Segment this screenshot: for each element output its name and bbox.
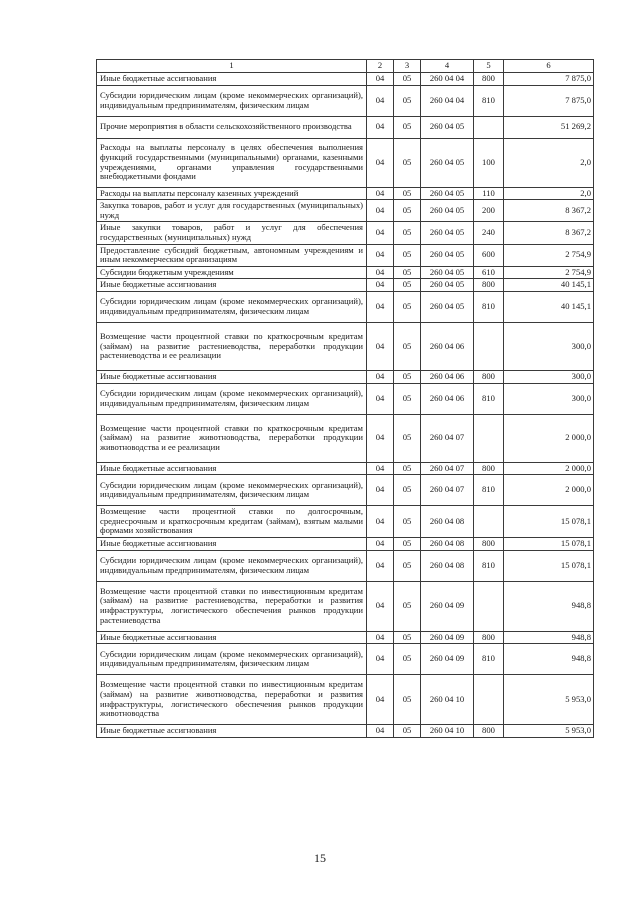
table-row	[97, 222, 594, 244]
row-name-cell: Субсидии юридическим лицам (кроме некоммерческих организаций), индивидуальным предпринимателям, физическим лицам	[97, 475, 367, 506]
row-value-cell: 260 04 06	[421, 370, 474, 383]
row-value-cell: 810	[474, 644, 504, 675]
row-value-cell: 260 04 05	[421, 116, 474, 138]
row-name-cell: Иные бюджетные ассигнования	[97, 73, 367, 86]
row-value-cell: 05	[394, 506, 421, 538]
row-value-cell: 04	[367, 279, 394, 292]
row-value-cell: 260 04 09	[421, 644, 474, 675]
row-value-cell: 05	[394, 266, 421, 279]
row-value-cell: 05	[394, 370, 421, 383]
row-value-cell: 04	[367, 383, 394, 414]
row-value-cell: 05	[394, 279, 421, 292]
row-value-cell: 15 078,1	[504, 506, 594, 538]
table-row	[97, 266, 594, 279]
table-row	[97, 383, 594, 414]
row-value-cell: 04	[367, 725, 394, 738]
row-value-cell: 04	[367, 73, 394, 86]
table-body	[97, 60, 594, 738]
row-value-cell: 05	[394, 581, 421, 631]
row-value-cell: 810	[474, 475, 504, 506]
row-value-cell: 04	[367, 222, 394, 244]
row-value-cell	[474, 322, 504, 370]
row-value-cell: 600	[474, 244, 504, 266]
row-value-cell: 2 000,0	[504, 475, 594, 506]
row-name-cell: Возмещение части процентной ставки по инвестиционным кредитам (займам) на развитие животноводства, переработки и развития инфраструктуры, логистического обеспечения рынков продукции животноводства	[97, 675, 367, 725]
table-row	[97, 725, 594, 738]
row-value-cell: 05	[394, 222, 421, 244]
row-value-cell: 260 04 05	[421, 222, 474, 244]
header-cell: 6	[504, 60, 594, 73]
table-row	[97, 462, 594, 475]
row-value-cell: 2,0	[504, 187, 594, 200]
row-name-cell: Субсидии бюджетным учреждениям	[97, 266, 367, 279]
row-value-cell: 15 078,1	[504, 537, 594, 550]
header-cell: 3	[394, 60, 421, 73]
row-name-cell: Иные бюджетные ассигнования	[97, 462, 367, 475]
table-row	[97, 85, 594, 116]
row-value-cell: 05	[394, 383, 421, 414]
table-row	[97, 116, 594, 138]
row-value-cell: 05	[394, 244, 421, 266]
row-name-cell: Возмещение части процентной ставки по инвестиционным кредитам (займам) на развитие растениеводства, переработки и развития инфраструктуры, логистического обеспечения рынков продукции растениеводства	[97, 581, 367, 631]
row-value-cell: 05	[394, 291, 421, 322]
row-value-cell: 2 000,0	[504, 462, 594, 475]
budget-table	[96, 59, 594, 738]
row-value-cell: 04	[367, 200, 394, 222]
header-row	[97, 60, 594, 73]
row-value-cell: 610	[474, 266, 504, 279]
table-row	[97, 279, 594, 292]
row-value-cell: 05	[394, 73, 421, 86]
table-row	[97, 73, 594, 86]
row-value-cell: 100	[474, 138, 504, 187]
row-value-cell: 04	[367, 244, 394, 266]
row-value-cell: 5 953,0	[504, 725, 594, 738]
row-value-cell: 05	[394, 462, 421, 475]
row-value-cell: 810	[474, 291, 504, 322]
budget-table-container	[96, 59, 593, 738]
row-value-cell: 04	[367, 85, 394, 116]
row-value-cell: 04	[367, 550, 394, 581]
row-value-cell: 40 145,1	[504, 279, 594, 292]
row-value-cell: 05	[394, 725, 421, 738]
row-name-cell: Субсидии юридическим лицам (кроме некоммерческих организаций), индивидуальным предпринимателям, физическим лицам	[97, 85, 367, 116]
header-cell: 1	[97, 60, 367, 73]
row-value-cell: 300,0	[504, 370, 594, 383]
table-row	[97, 244, 594, 266]
row-value-cell: 05	[394, 475, 421, 506]
row-value-cell: 04	[367, 462, 394, 475]
row-value-cell: 260 04 08	[421, 506, 474, 538]
row-name-cell: Субсидии юридическим лицам (кроме некоммерческих организаций), индивидуальным предпринимателям, физическим лицам	[97, 383, 367, 414]
row-value-cell: 04	[367, 675, 394, 725]
row-value-cell: 05	[394, 200, 421, 222]
row-value-cell: 800	[474, 725, 504, 738]
row-value-cell	[474, 116, 504, 138]
row-value-cell: 05	[394, 138, 421, 187]
row-value-cell: 04	[367, 631, 394, 644]
row-name-cell: Субсидии юридическим лицам (кроме некоммерческих организаций), индивидуальным предпринимателям, физическим лицам	[97, 550, 367, 581]
row-name-cell: Субсидии юридическим лицам (кроме некоммерческих организаций), индивидуальным предпринимателям, физическим лицам	[97, 644, 367, 675]
row-value-cell: 40 145,1	[504, 291, 594, 322]
row-value-cell: 2 754,9	[504, 266, 594, 279]
table-row	[97, 414, 594, 462]
row-value-cell: 2 000,0	[504, 414, 594, 462]
row-name-cell: Закупка товаров, работ и услуг для государственных (муниципальных) нужд	[97, 200, 367, 222]
row-name-cell: Предоставление субсидий бюджетным, автономным учреждениям и иным некоммерческим организациям	[97, 244, 367, 266]
row-value-cell: 800	[474, 370, 504, 383]
row-value-cell: 110	[474, 187, 504, 200]
row-value-cell: 04	[367, 187, 394, 200]
row-value-cell: 810	[474, 85, 504, 116]
table-row	[97, 550, 594, 581]
row-value-cell: 04	[367, 138, 394, 187]
row-value-cell: 260 04 08	[421, 550, 474, 581]
row-value-cell: 04	[367, 581, 394, 631]
row-value-cell: 800	[474, 462, 504, 475]
row-name-cell: Иные бюджетные ассигнования	[97, 279, 367, 292]
row-value-cell: 04	[367, 370, 394, 383]
row-value-cell: 04	[367, 506, 394, 538]
row-value-cell: 800	[474, 537, 504, 550]
row-value-cell: 04	[367, 414, 394, 462]
row-value-cell: 260 04 05	[421, 266, 474, 279]
row-value-cell: 2 754,9	[504, 244, 594, 266]
row-value-cell: 260 04 05	[421, 187, 474, 200]
row-value-cell: 04	[367, 322, 394, 370]
row-value-cell: 948,8	[504, 581, 594, 631]
row-value-cell: 260 04 09	[421, 581, 474, 631]
row-value-cell: 260 04 08	[421, 537, 474, 550]
row-value-cell: 7 875,0	[504, 73, 594, 86]
table-row	[97, 644, 594, 675]
row-value-cell: 05	[394, 414, 421, 462]
row-value-cell: 810	[474, 383, 504, 414]
header-cell: 2	[367, 60, 394, 73]
row-value-cell: 810	[474, 550, 504, 581]
table-row	[97, 675, 594, 725]
row-name-cell: Субсидии юридическим лицам (кроме некоммерческих организаций), индивидуальным предпринимателям, физическим лицам	[97, 291, 367, 322]
row-name-cell: Прочие мероприятия в области сельскохозяйственного производства	[97, 116, 367, 138]
row-name-cell: Иные бюджетные ассигнования	[97, 537, 367, 550]
row-value-cell: 260 04 07	[421, 462, 474, 475]
row-name-cell: Расходы на выплаты персоналу казенных учреждений	[97, 187, 367, 200]
row-value-cell: 260 04 05	[421, 291, 474, 322]
row-name-cell: Иные закупки товаров, работ и услуг для обеспечения государственных (муниципальных) нужд	[97, 222, 367, 244]
row-value-cell: 948,8	[504, 644, 594, 675]
row-name-cell: Иные бюджетные ассигнования	[97, 631, 367, 644]
row-value-cell: 260 04 10	[421, 675, 474, 725]
row-value-cell: 04	[367, 291, 394, 322]
row-name-cell: Расходы на выплаты персоналу в целях обеспечения выполнения функций государственными (муниципальными) органами, казенными учреждениями, органами управления государственными внебюджетными фондами	[97, 138, 367, 187]
table-row	[97, 537, 594, 550]
row-value-cell: 260 04 07	[421, 414, 474, 462]
row-name-cell: Иные бюджетные ассигнования	[97, 370, 367, 383]
row-value-cell	[474, 414, 504, 462]
row-value-cell: 51 269,2	[504, 116, 594, 138]
row-value-cell: 05	[394, 322, 421, 370]
row-value-cell: 260 04 05	[421, 138, 474, 187]
row-value-cell: 04	[367, 116, 394, 138]
row-value-cell: 260 04 04	[421, 85, 474, 116]
row-value-cell: 2,0	[504, 138, 594, 187]
row-value-cell: 5 953,0	[504, 675, 594, 725]
row-value-cell: 260 04 07	[421, 475, 474, 506]
row-value-cell: 260 04 09	[421, 631, 474, 644]
row-value-cell: 7 875,0	[504, 85, 594, 116]
row-value-cell: 8 367,2	[504, 222, 594, 244]
header-cell: 4	[421, 60, 474, 73]
table-row	[97, 475, 594, 506]
row-value-cell: 300,0	[504, 383, 594, 414]
row-value-cell: 05	[394, 675, 421, 725]
row-value-cell: 948,8	[504, 631, 594, 644]
row-value-cell: 260 04 04	[421, 73, 474, 86]
row-value-cell: 800	[474, 631, 504, 644]
row-name-cell: Возмещение части процентной ставки по долгосрочным, среднесрочным и краткосрочным кредитам (займам), взятым малыми формами хозяйствования	[97, 506, 367, 538]
table-row	[97, 370, 594, 383]
row-value-cell: 240	[474, 222, 504, 244]
row-value-cell: 05	[394, 187, 421, 200]
row-value-cell: 05	[394, 116, 421, 138]
row-value-cell: 05	[394, 85, 421, 116]
page-number: 15	[314, 851, 326, 865]
row-value-cell: 04	[367, 537, 394, 550]
row-value-cell: 05	[394, 550, 421, 581]
header-cell: 5	[474, 60, 504, 73]
row-value-cell: 300,0	[504, 322, 594, 370]
row-value-cell	[474, 506, 504, 538]
row-name-cell: Иные бюджетные ассигнования	[97, 725, 367, 738]
row-value-cell	[474, 675, 504, 725]
row-value-cell: 800	[474, 279, 504, 292]
row-value-cell: 260 04 10	[421, 725, 474, 738]
row-value-cell: 260 04 06	[421, 322, 474, 370]
table-row	[97, 138, 594, 187]
row-value-cell: 05	[394, 631, 421, 644]
row-value-cell: 05	[394, 644, 421, 675]
table-row	[97, 291, 594, 322]
row-name-cell: Возмещение части процентной ставки по краткосрочным кредитам (займам) на развитие животноводства, переработки продукции животноводства и ее реализации	[97, 414, 367, 462]
table-row	[97, 200, 594, 222]
row-value-cell: 15 078,1	[504, 550, 594, 581]
row-value-cell: 05	[394, 537, 421, 550]
table-row	[97, 506, 594, 538]
row-value-cell: 04	[367, 266, 394, 279]
row-value-cell: 200	[474, 200, 504, 222]
row-value-cell: 04	[367, 475, 394, 506]
row-value-cell: 260 04 05	[421, 279, 474, 292]
row-value-cell: 260 04 05	[421, 200, 474, 222]
table-row	[97, 322, 594, 370]
table-row	[97, 581, 594, 631]
row-name-cell: Возмещение части процентной ставки по краткосрочным кредитам (займам) на развитие растениеводства, переработки продукции растениеводства и ее реализации	[97, 322, 367, 370]
row-value-cell: 04	[367, 644, 394, 675]
row-value-cell: 8 367,2	[504, 200, 594, 222]
row-value-cell: 260 04 06	[421, 383, 474, 414]
row-value-cell: 260 04 05	[421, 244, 474, 266]
row-value-cell	[474, 581, 504, 631]
row-value-cell: 800	[474, 73, 504, 86]
table-row	[97, 187, 594, 200]
table-row	[97, 631, 594, 644]
